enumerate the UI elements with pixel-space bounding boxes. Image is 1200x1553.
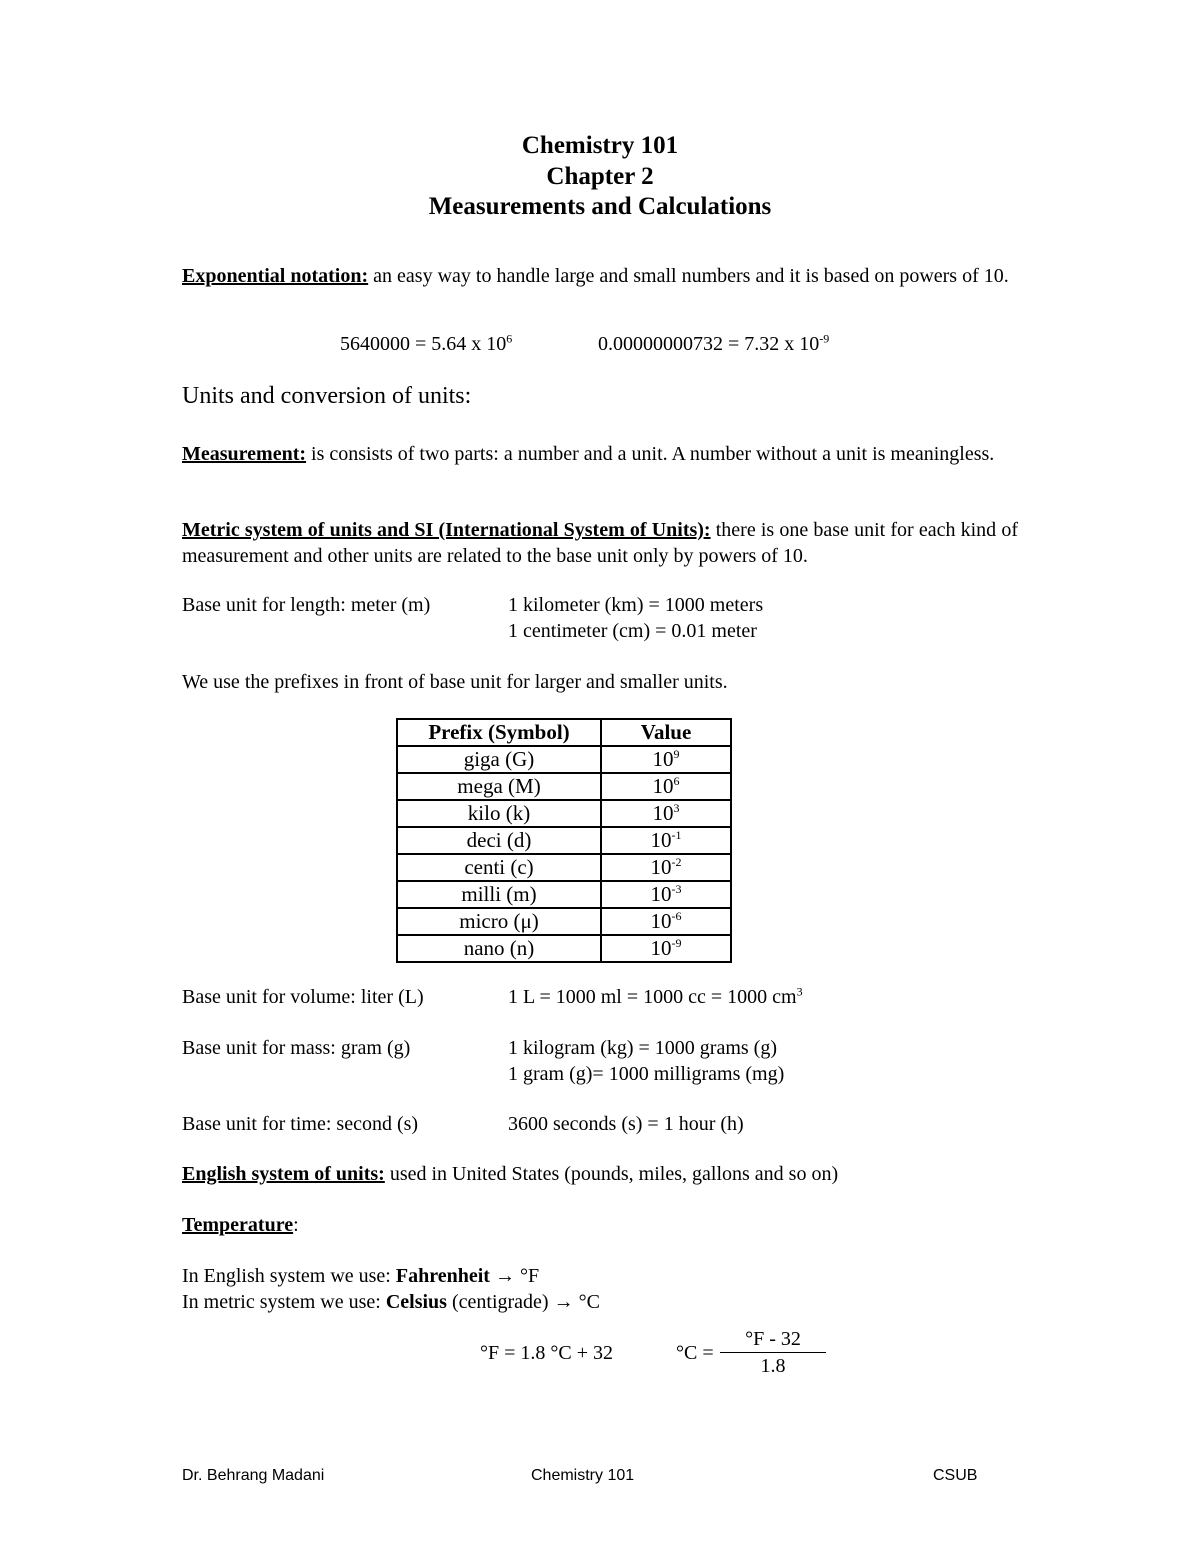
value-base: 10 — [650, 882, 672, 906]
value-base: 10 — [652, 801, 674, 825]
exponential-term: Exponential notation: — [182, 265, 369, 287]
example-2-exponent: -9 — [819, 331, 830, 346]
english-text: used in United States (pounds, miles, gallons and so on) — [384, 1163, 839, 1185]
fraction-denominator: 1.8 — [760, 1355, 786, 1377]
value-base: 10 — [650, 855, 672, 879]
example-1-exponent: 6 — [506, 331, 513, 346]
volume-equation — [508, 986, 803, 1009]
course-title: Chemistry 101 — [521, 132, 679, 159]
metric-paragraph — [182, 517, 1018, 569]
table-header-prefix: Prefix (Symbol) — [397, 719, 601, 746]
fahrenheit-term: Fahrenheit — [395, 1265, 490, 1287]
value-base: 10 — [650, 828, 672, 852]
table-row — [397, 746, 731, 773]
table-row — [397, 800, 731, 827]
fahrenheit-prefix: In English system we use: — [182, 1265, 396, 1287]
fraction-numerator: °F - 32 — [745, 1328, 801, 1350]
table-row — [397, 827, 731, 854]
table-header-row — [397, 719, 731, 746]
footer-institution: CSUB — [933, 1467, 978, 1484]
prefix-cell: nano (n) — [397, 935, 601, 962]
volume-equation-text: 1 L = 1000 ml = 1000 cc = 1000 cm — [508, 986, 797, 1008]
value-cell — [601, 827, 731, 854]
chapter-title: Chapter 2 — [546, 163, 654, 190]
fahrenheit-formula: °F = 1.8 °C + 32 — [480, 1342, 614, 1364]
mass-equation-1: 1 kilogram (kg) = 1000 grams (g) — [508, 1037, 778, 1059]
mass-equation-2: 1 gram (g)= 1000 milligrams (mg) — [508, 1063, 785, 1085]
english-system-line — [182, 1163, 838, 1186]
value-cell — [601, 935, 731, 962]
measurement-text: is consists of two parts: a number and a unit. A number without a unit is meaningless. — [306, 443, 995, 465]
volume-label: Base unit for volume: liter (L) — [182, 986, 424, 1008]
footer-author: Dr. Behrang Madani — [182, 1467, 325, 1484]
length-equation-1: 1 kilometer (km) = 1000 meters — [508, 594, 764, 616]
value-base: 10 — [652, 747, 674, 771]
metric-text: there is one base unit for each kind of measurement and other units are related to the base unit only by powers of 10. — [182, 519, 1018, 567]
value-cell — [601, 908, 731, 935]
example-1-expression: 5640000 = 5.64 x 10 — [340, 333, 507, 355]
table-header-value: Value — [601, 719, 731, 746]
exponential-example-2 — [598, 333, 829, 356]
exponential-paragraph — [182, 263, 1018, 289]
length-equation-2: 1 centimeter (cm) = 0.01 meter — [508, 620, 757, 642]
temperature-heading — [182, 1214, 299, 1237]
value-exponent: -2 — [671, 855, 682, 869]
prefix-cell: centi (c) — [397, 854, 601, 881]
time-label: Base unit for time: second (s) — [182, 1113, 419, 1135]
prefix-table — [396, 718, 732, 963]
value-cell — [601, 746, 731, 773]
exponential-example-1 — [340, 333, 512, 356]
measurement-term: Measurement: — [182, 443, 307, 465]
time-equation: 3600 seconds (s) = 1 hour (h) — [508, 1113, 744, 1135]
table-row — [397, 881, 731, 908]
table-row — [397, 854, 731, 881]
celsius-prefix: In metric system we use: — [182, 1291, 386, 1313]
value-cell — [601, 854, 731, 881]
fahrenheit-symbol: → °F — [489, 1265, 540, 1287]
temperature-colon: : — [293, 1214, 299, 1236]
exponential-text: an easy way to handle large and small numbers and it is based on powers of 10. — [368, 265, 1009, 287]
value-cell — [601, 881, 731, 908]
prefix-cell: micro (μ) — [397, 908, 601, 935]
celsius-formula-left: °C = — [676, 1342, 714, 1364]
measurement-paragraph — [182, 441, 1018, 467]
chapter-subtitle: Measurements and Calculations — [428, 193, 772, 220]
prefix-cell: milli (m) — [397, 881, 601, 908]
prefix-cell: deci (d) — [397, 827, 601, 854]
length-label: Base unit for length: meter (m) — [182, 594, 431, 616]
value-cell — [601, 800, 731, 827]
value-exponent: -1 — [671, 828, 682, 842]
celsius-term: Celsius — [385, 1291, 447, 1313]
mass-label: Base unit for mass: gram (g) — [182, 1037, 411, 1059]
prefix-cell: giga (G) — [397, 746, 601, 773]
english-term: English system of units: — [182, 1163, 385, 1185]
table-row — [397, 935, 731, 962]
metric-term: Metric system of units and SI (International System of Units): — [182, 519, 711, 541]
volume-exponent: 3 — [796, 984, 803, 999]
table-row — [397, 908, 731, 935]
prefix-cell: kilo (k) — [397, 800, 601, 827]
fahrenheit-line — [182, 1265, 539, 1288]
example-2-expression: 0.00000000732 = 7.32 x 10 — [598, 333, 820, 355]
prefix-intro: We use the prefixes in front of base unit for larger and smaller units. — [182, 671, 728, 693]
celsius-line — [182, 1291, 600, 1314]
value-exponent: 6 — [673, 774, 680, 788]
table-row — [397, 773, 731, 800]
value-base: 10 — [652, 774, 674, 798]
value-exponent: 3 — [673, 801, 680, 815]
celsius-formula-fraction — [720, 1326, 826, 1379]
units-heading: Units and conversion of units: — [182, 383, 472, 409]
value-exponent: -9 — [671, 936, 682, 950]
value-base: 10 — [650, 909, 672, 933]
value-cell — [601, 773, 731, 800]
footer-course: Chemistry 101 — [531, 1467, 635, 1484]
value-exponent: -3 — [671, 882, 682, 896]
prefix-cell: mega (M) — [397, 773, 601, 800]
celsius-symbol: (centigrade) → °C — [446, 1291, 600, 1313]
value-exponent: -6 — [671, 909, 682, 923]
temperature-term: Temperature — [182, 1214, 294, 1236]
value-exponent: 9 — [673, 747, 680, 761]
value-base: 10 — [650, 936, 672, 960]
